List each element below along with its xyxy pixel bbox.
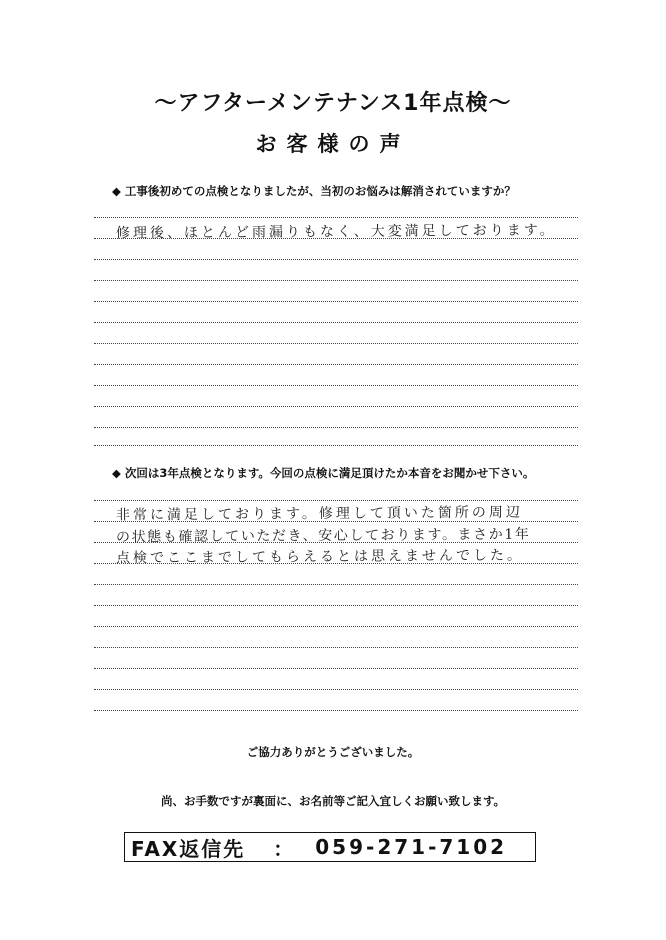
question-2: ◆ 次回は3年点検となります。今回の点検に満足頂けたか本音をお聞かせ下さい。: [112, 466, 535, 480]
question-1: ◆ 工事後初めての点検となりましたが、当初のお悩みは解消されていますか？: [112, 184, 516, 198]
fax-box: [124, 832, 536, 862]
handwritten-answer-2-line-3: 点検でここまでしてもらえるとは思えませんでした。: [115, 547, 525, 567]
ruled-line: [94, 217, 578, 218]
ruled-line: [94, 343, 578, 344]
ruled-line: [94, 364, 578, 365]
fax-label: FAX返信先: [131, 836, 246, 861]
ruled-line: [94, 301, 578, 302]
ruled-line: [94, 626, 578, 627]
fax-number: 059-271-7102: [315, 835, 508, 859]
ruled-line: [94, 445, 578, 446]
ruled-line: [94, 259, 578, 260]
ruled-line: [94, 322, 578, 323]
ruled-line: [94, 280, 578, 281]
ruled-line: [94, 385, 578, 386]
fax-separator: ：: [273, 836, 294, 861]
note-text: 尚、お手数ですが裏面に、お名前等ご記入宜しくお願い致します。: [160, 794, 506, 808]
handwritten-answer-2-line-1: 非常に満足しております。修理して頂いた箇所の周辺: [115, 504, 523, 524]
ruled-line: [94, 689, 578, 690]
handwritten-answer-2-line-2: の状態も確認していただき、安心しております。まさか1年: [115, 526, 531, 546]
ruled-line: [94, 584, 578, 585]
ruled-line: [94, 427, 578, 428]
ruled-line: [94, 605, 578, 606]
thanks-text: ご協力ありがとうございました。: [246, 745, 420, 759]
ruled-line: [94, 668, 578, 669]
ruled-line: [94, 647, 578, 648]
ruled-line: [94, 406, 578, 407]
page-title: 〜アフターメンテナンス1年点検〜: [154, 91, 512, 116]
page-subtitle: お客様の声: [255, 132, 411, 156]
handwritten-answer-1-line-1: 修理後、ほとんど雨漏りもなく、大変満足しております。: [115, 222, 557, 242]
ruled-line: [94, 710, 578, 711]
